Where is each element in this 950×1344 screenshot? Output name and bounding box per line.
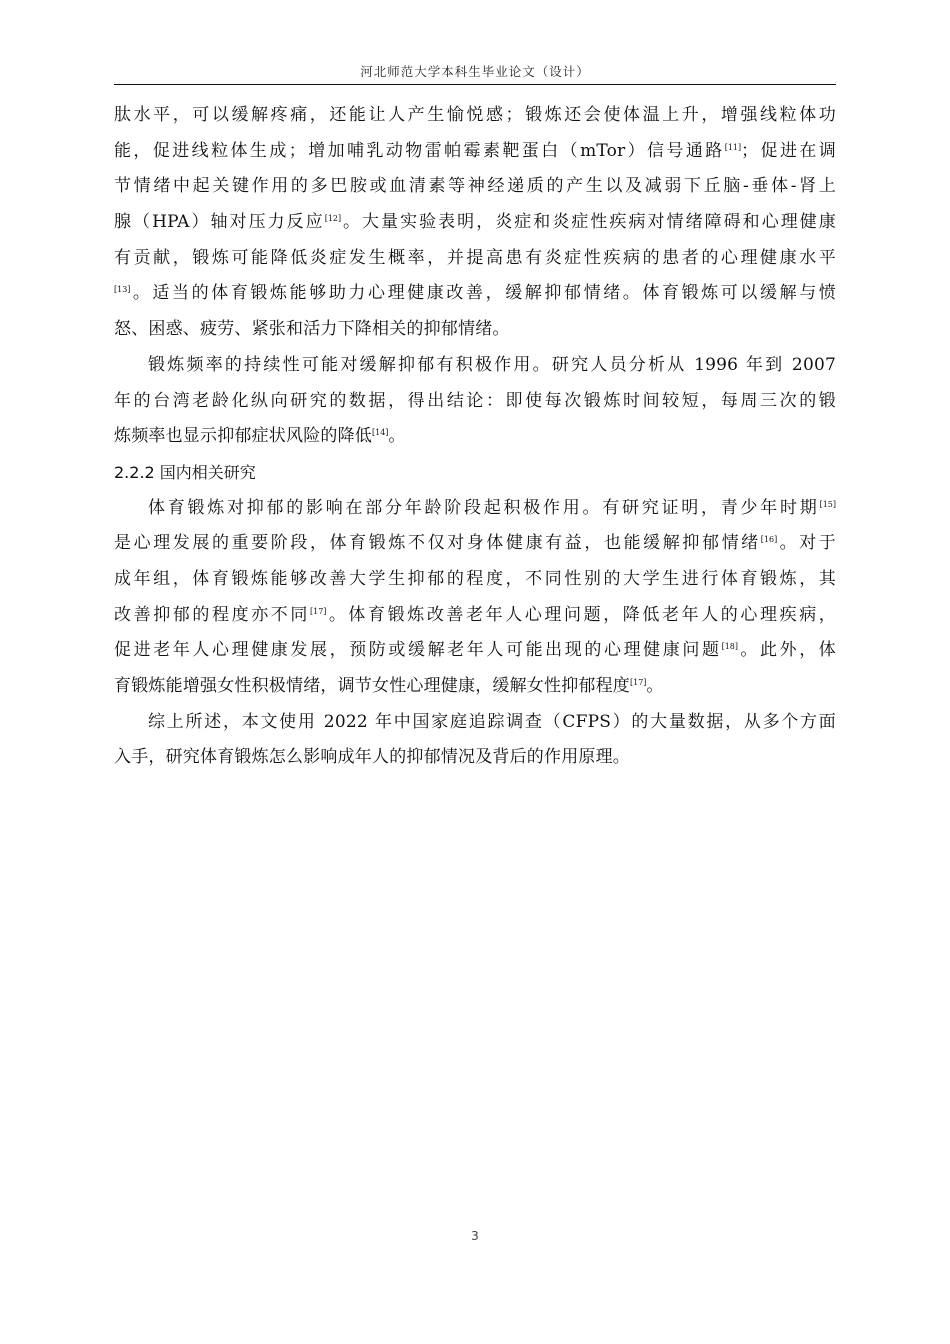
text-run: 。 [388,426,406,447]
text-run: 。 [646,676,664,696]
text-line [114,205,836,241]
text-run: 育锻炼能增强女性积极情绪，调节女性心理健康，缓解女性抑郁程度 [114,676,630,696]
page-number: 3 [471,1229,479,1243]
text-run: 综上所述，本文使用 2022 年中国家庭追踪调查（CFPS）的大量数据，从多个方面 [148,711,836,732]
citation-ref: [11] [724,142,742,152]
text-run: 。此外，体 [738,640,836,661]
text-line [114,348,836,384]
text-line [114,526,836,562]
paragraph [114,491,836,705]
citation-ref: [14] [372,428,389,438]
paragraph [114,348,836,455]
text-run: 。体育锻炼改善老年人心理问题，降低老年人的心理疾病， [326,604,837,625]
paragraph [114,98,836,348]
text-line [114,98,836,134]
text-line [114,669,836,705]
text-run: 腺（HPA）轴对压力反应 [114,212,325,233]
section-heading: 2.2.2 国内相关研究 [114,462,256,482]
text-line [114,276,836,312]
text-run: 成年组，体育锻炼能够改善大学生抑郁的程度，不同性别的大学生进行体育锻炼，其 [114,568,836,589]
running-header: 河北师范大学本科生毕业论文（设计） [360,64,590,79]
citation-ref: [17] [310,606,327,616]
text-run: 。适当的体育锻炼能够助力心理健康改善，缓解抑郁情绪。体育锻炼可以缓解与愤 [130,283,836,304]
citation-ref: [17] [630,678,647,687]
document-body [114,98,836,776]
text-run: 改善抑郁的程度亦不同 [114,604,310,625]
paragraph [114,705,836,776]
citation-ref: [13] [114,285,131,295]
text-line [114,491,836,527]
text-line [114,312,836,348]
citation-ref: [18] [721,642,738,652]
text-run: ；促进在调 [741,140,837,161]
text-line [114,419,836,455]
text-line [114,740,836,776]
text-run: 节情绪中起关键作用的多巴胺或血清素等神经递质的产生以及减弱下丘脑-垂体-肾上 [114,176,836,197]
text-line [114,241,836,277]
text-line [114,705,836,741]
text-run: 体育锻炼对抑郁的影响在部分年龄阶段起积极作用。有研究证明，青少年时期 [148,497,820,518]
text-run: 炼频率也显示抑郁症状风险的降低 [114,426,372,447]
text-line [114,562,836,598]
text-run: 能，促进线粒体生成；增加哺乳动物雷帕霉素靶蛋白（mTor）信号通路 [114,140,725,161]
citation-ref: [12] [324,214,342,224]
text-run: 怒、困惑、疲劳、紧张和活力下降相关的抑郁情绪。 [114,319,510,340]
text-run: 锻炼频率的持续性可能对缓解抑郁有积极作用。研究人员分析从 1996 年到 2007 [148,354,836,375]
text-run: 肽水平，可以缓解疼痛，还能让人产生愉悦感；锻炼还会使体温上升，增强线粒体功 [114,105,836,125]
text-run: 有贡献，锻炼可能降低炎症发生概率，并提高患有炎症性疾病的患者的心理健康水平 [114,247,836,268]
citation-ref: [16] [760,535,778,545]
text-line [114,384,836,420]
header-divider [114,84,836,85]
text-run: 促进老年人心理健康发展，预防或缓解老年人可能出现的心理健康问题 [114,640,722,661]
text-line [114,633,836,669]
text-line [114,134,836,170]
text-run: 。对于 [777,533,836,554]
citation-ref: [15] [819,499,836,509]
text-run: 年的台湾老龄化纵向研究的数据，得出结论：即使每次锻炼时间较短，每周三次的锻 [114,390,836,411]
text-line [114,598,836,634]
text-line [114,169,836,205]
text-run: 入手，研究体育锻炼怎么影响成年人的抑郁情况及背后的作用原理。 [114,747,630,768]
text-run: 。大量实验表明，炎症和炎症性疾病对情绪障碍和心理健康 [341,212,836,233]
text-run: 是心理发展的重要阶段，体育锻炼不仅对身体健康有益，也能缓解抑郁情绪 [114,533,761,554]
